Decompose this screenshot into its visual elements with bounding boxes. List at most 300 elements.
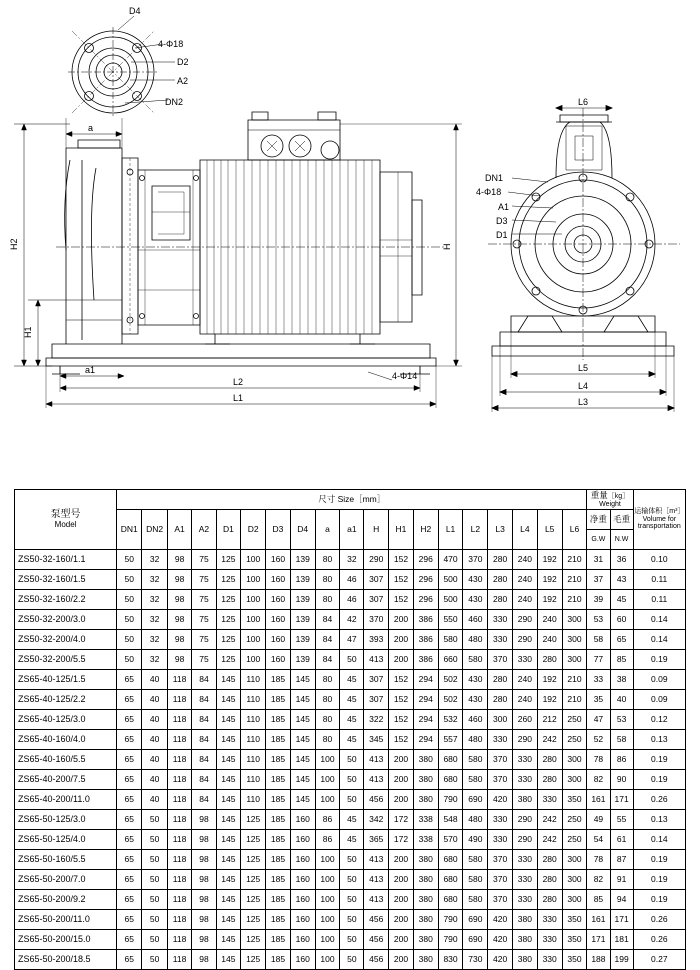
cell-dim: 32 [340, 550, 364, 570]
technical-drawing [0, 0, 700, 455]
cell-dim: 75 [192, 610, 216, 630]
cell-dim: 84 [192, 750, 216, 770]
cell-dim: 280 [537, 850, 562, 870]
cell-dim: 300 [562, 890, 587, 910]
header-col-a: a [315, 510, 340, 550]
cell-dim: 370 [488, 650, 513, 670]
label-d4: D4 [129, 6, 141, 16]
cell-dim: 145 [216, 770, 241, 790]
cell-dim: 46 [340, 590, 364, 610]
header-net-en: G.W [587, 530, 610, 550]
cell-dim: 365 [364, 830, 389, 850]
cell-dim: 500 [438, 570, 463, 590]
cell-dim: 185 [266, 750, 291, 770]
cell-dim: 145 [290, 730, 315, 750]
header-col-d4: D4 [290, 510, 315, 550]
table-row [15, 730, 686, 750]
cell-dim: 98 [192, 810, 216, 830]
label-dn2: DN2 [165, 97, 184, 107]
cell-dim: 456 [364, 790, 389, 810]
cell-dim: 690 [463, 910, 488, 930]
cell-model: ZS50-32-200/4.0 [15, 630, 117, 650]
cell-dim: 152 [389, 690, 414, 710]
cell-model: ZS50-32-160/2.2 [15, 590, 117, 610]
cell-dim: 200 [389, 890, 414, 910]
label-holes-flange: 4-Φ18 [158, 39, 184, 49]
cell-net-weight: 49 [587, 810, 610, 830]
cell-volume: 0.11 [633, 570, 685, 590]
cell-dim: 118 [167, 670, 192, 690]
cell-dim: 330 [537, 910, 562, 930]
cell-dim: 296 [413, 550, 438, 570]
cell-dim: 380 [513, 910, 538, 930]
cell-dim: 98 [192, 850, 216, 870]
cell-net-weight: 37 [587, 570, 610, 590]
cell-gross-weight: 86 [610, 750, 633, 770]
cell-gross-weight: 38 [610, 670, 633, 690]
cell-dim: 75 [192, 550, 216, 570]
cell-dim: 145 [216, 870, 241, 890]
cell-dim: 200 [389, 630, 414, 650]
cell-dim: 210 [562, 670, 587, 690]
cell-dim: 380 [413, 790, 438, 810]
cell-dim: 210 [562, 570, 587, 590]
cell-dim: 65 [117, 810, 142, 830]
header-volume [633, 490, 685, 550]
cell-dim: 118 [167, 710, 192, 730]
header-volume-en: Volume for [642, 515, 677, 523]
cell-dim: 145 [216, 690, 241, 710]
cell-dim: 45 [340, 730, 364, 750]
cell-dim: 152 [389, 710, 414, 730]
cell-dim: 110 [241, 770, 266, 790]
cell-dim: 125 [241, 910, 266, 930]
cell-dim: 345 [364, 730, 389, 750]
cell-dim: 242 [537, 830, 562, 850]
cell-dim: 65 [117, 830, 142, 850]
table-row [15, 930, 686, 950]
cell-model: ZS50-32-160/1.1 [15, 550, 117, 570]
header-weight-cn: 重量［kg］ [590, 490, 630, 501]
label-a2: A2 [177, 76, 189, 86]
cell-model: ZS65-50-200/9.2 [15, 890, 117, 910]
cell-dim: 380 [513, 930, 538, 950]
header-net-weight [587, 510, 610, 530]
cell-model: ZS65-50-200/18.5 [15, 950, 117, 970]
header-weight [587, 490, 633, 510]
cell-volume: 0.09 [633, 690, 685, 710]
cell-volume: 0.10 [633, 550, 685, 570]
cell-dim: 45 [340, 690, 364, 710]
cell-dim: 413 [364, 890, 389, 910]
cell-dim: 185 [266, 910, 291, 930]
cell-dim: 86 [315, 830, 340, 850]
header-col-h1: H1 [389, 510, 414, 550]
cell-gross-weight: 45 [610, 590, 633, 610]
cell-dim: 242 [537, 730, 562, 750]
cell-dim: 200 [389, 870, 414, 890]
cell-volume: 0.14 [633, 830, 685, 850]
cell-dim: 45 [340, 710, 364, 730]
cell-dim: 330 [488, 810, 513, 830]
cell-dim: 110 [241, 710, 266, 730]
cell-dim: 200 [389, 850, 414, 870]
cell-dim: 380 [413, 870, 438, 890]
cell-model: ZS65-50-200/11.0 [15, 910, 117, 930]
cell-dim: 125 [216, 630, 241, 650]
cell-model: ZS65-40-200/7.5 [15, 770, 117, 790]
cell-volume: 0.09 [633, 670, 685, 690]
label-d3: D3 [496, 216, 508, 226]
cell-gross-weight: 58 [610, 730, 633, 750]
label-l1: L1 [233, 393, 244, 403]
cell-dim: 145 [216, 910, 241, 930]
cell-dim: 100 [315, 910, 340, 930]
cell-dim: 172 [389, 830, 414, 850]
cell-dim: 185 [266, 710, 291, 730]
cell-dim: 185 [266, 730, 291, 750]
cell-dim: 40 [142, 730, 167, 750]
cell-dim: 370 [364, 610, 389, 630]
cell-dim: 125 [241, 810, 266, 830]
pump-drawing-svg [0, 0, 700, 460]
cell-dim: 80 [315, 710, 340, 730]
cell-dim: 300 [562, 770, 587, 790]
label-a1: a1 [85, 365, 96, 375]
cell-dim: 290 [364, 550, 389, 570]
table-row [15, 630, 686, 650]
cell-gross-weight: 36 [610, 550, 633, 570]
table-row [15, 810, 686, 830]
header-col-d2: D2 [241, 510, 266, 550]
cell-volume: 0.11 [633, 590, 685, 610]
cell-dim: 250 [562, 710, 587, 730]
cell-dim: 50 [340, 770, 364, 790]
cell-dim: 100 [315, 750, 340, 770]
cell-dim: 65 [117, 770, 142, 790]
header-col-dn1: DN1 [117, 510, 142, 550]
cell-dim: 125 [241, 930, 266, 950]
cell-volume: 0.19 [633, 770, 685, 790]
cell-dim: 200 [389, 770, 414, 790]
cell-dim: 300 [562, 610, 587, 630]
cell-dim: 75 [192, 590, 216, 610]
header-col-l6: L6 [562, 510, 587, 550]
cell-dim: 160 [290, 890, 315, 910]
cell-dim: 110 [241, 730, 266, 750]
cell-dim: 570 [438, 830, 463, 850]
cell-dim: 322 [364, 710, 389, 730]
cell-dim: 370 [488, 870, 513, 890]
cell-dim: 125 [241, 890, 266, 910]
cell-dim: 790 [438, 790, 463, 810]
cell-dim: 172 [389, 810, 414, 830]
cell-dim: 152 [389, 570, 414, 590]
header-col-d3: D3 [266, 510, 291, 550]
cell-dim: 413 [364, 650, 389, 670]
cell-dim: 65 [117, 850, 142, 870]
cell-dim: 152 [389, 590, 414, 610]
cell-dim: 690 [463, 790, 488, 810]
cell-gross-weight: 61 [610, 830, 633, 850]
cell-dim: 98 [167, 610, 192, 630]
cell-dim: 430 [463, 570, 488, 590]
cell-volume: 0.27 [633, 950, 685, 970]
cell-dim: 125 [241, 830, 266, 850]
cell-dim: 380 [513, 950, 538, 970]
cell-dim: 145 [290, 790, 315, 810]
cell-dim: 330 [513, 650, 538, 670]
cell-dim: 145 [290, 710, 315, 730]
cell-dim: 260 [513, 710, 538, 730]
cell-dim: 185 [266, 670, 291, 690]
cell-net-weight: 82 [587, 770, 610, 790]
table-row [15, 670, 686, 690]
cell-dim: 250 [562, 730, 587, 750]
cell-dim: 98 [167, 650, 192, 670]
cell-dim: 456 [364, 910, 389, 930]
cell-dim: 145 [216, 930, 241, 950]
cell-dim: 118 [167, 730, 192, 750]
cell-dim: 50 [142, 950, 167, 970]
cell-dim: 240 [513, 590, 538, 610]
cell-dim: 300 [562, 650, 587, 670]
header-size: 尺寸 Size［mm］ [117, 490, 587, 510]
cell-dim: 502 [438, 670, 463, 690]
header-volume-cn: 运输体积［m³］ [634, 508, 685, 516]
cell-volume: 0.13 [633, 730, 685, 750]
cell-dim: 330 [488, 610, 513, 630]
cell-dim: 290 [513, 730, 538, 750]
cell-dim: 152 [389, 670, 414, 690]
cell-dim: 50 [117, 610, 142, 630]
cell-dim: 32 [142, 650, 167, 670]
cell-dim: 118 [167, 770, 192, 790]
cell-dim: 296 [413, 590, 438, 610]
cell-dim: 338 [413, 830, 438, 850]
cell-gross-weight: 85 [610, 650, 633, 670]
cell-volume: 0.14 [633, 610, 685, 630]
cell-net-weight: 78 [587, 750, 610, 770]
cell-dim: 125 [216, 650, 241, 670]
cell-dim: 192 [537, 550, 562, 570]
label-l6: L6 [578, 97, 589, 107]
cell-dim: 50 [142, 810, 167, 830]
cell-dim: 160 [266, 590, 291, 610]
cell-dim: 65 [117, 670, 142, 690]
cell-dim: 386 [413, 610, 438, 630]
cell-dim: 280 [537, 750, 562, 770]
cell-dim: 40 [142, 690, 167, 710]
cell-gross-weight: 87 [610, 850, 633, 870]
cell-dim: 185 [266, 790, 291, 810]
cell-dim: 690 [463, 930, 488, 950]
header-weight-en: Weight [599, 500, 621, 508]
cell-dim: 118 [167, 690, 192, 710]
cell-model: ZS65-40-160/5.5 [15, 750, 117, 770]
cell-dim: 50 [340, 930, 364, 950]
cell-dim: 480 [463, 630, 488, 650]
cell-model: ZS65-40-125/2.2 [15, 690, 117, 710]
cell-dim: 47 [340, 630, 364, 650]
cell-dim: 200 [389, 750, 414, 770]
cell-model: ZS50-32-160/1.5 [15, 570, 117, 590]
cell-dim: 280 [488, 550, 513, 570]
cell-gross-weight: 43 [610, 570, 633, 590]
cell-dim: 100 [315, 950, 340, 970]
cell-dim: 145 [290, 770, 315, 790]
cell-dim: 145 [290, 750, 315, 770]
cell-dim: 350 [562, 790, 587, 810]
cell-dim: 65 [117, 930, 142, 950]
cell-dim: 680 [438, 770, 463, 790]
cell-dim: 98 [167, 590, 192, 610]
cell-dim: 125 [241, 870, 266, 890]
cell-dim: 192 [537, 690, 562, 710]
cell-dim: 240 [513, 690, 538, 710]
cell-dim: 160 [290, 950, 315, 970]
cell-gross-weight: 171 [610, 910, 633, 930]
cell-dim: 240 [513, 670, 538, 690]
cell-dim: 50 [340, 870, 364, 890]
cell-dim: 118 [167, 910, 192, 930]
cell-dim: 50 [142, 930, 167, 950]
cell-gross-weight: 181 [610, 930, 633, 950]
cell-dim: 380 [413, 770, 438, 790]
cell-dim: 160 [290, 870, 315, 890]
cell-dim: 100 [315, 870, 340, 890]
cell-dim: 100 [315, 850, 340, 870]
cell-dim: 45 [340, 830, 364, 850]
cell-net-weight: 52 [587, 730, 610, 750]
cell-volume: 0.13 [633, 810, 685, 830]
table-row [15, 890, 686, 910]
cell-dim: 75 [192, 630, 216, 650]
cell-dim: 145 [216, 790, 241, 810]
cell-dim: 294 [413, 710, 438, 730]
cell-dim: 350 [562, 910, 587, 930]
cell-dim: 160 [290, 910, 315, 930]
cell-dim: 370 [488, 890, 513, 910]
table-row [15, 590, 686, 610]
cell-model: ZS65-50-125/4.0 [15, 830, 117, 850]
cell-dim: 456 [364, 950, 389, 970]
cell-dim: 240 [537, 630, 562, 650]
cell-net-weight: 54 [587, 830, 610, 850]
label-a: a [88, 123, 94, 133]
cell-dim: 145 [216, 830, 241, 850]
cell-net-weight: 82 [587, 870, 610, 890]
label-a1r: A1 [498, 202, 510, 212]
cell-dim: 125 [216, 550, 241, 570]
cell-dim: 290 [513, 610, 538, 630]
cell-dim: 100 [241, 630, 266, 650]
cell-dim: 145 [216, 950, 241, 970]
cell-dim: 380 [513, 790, 538, 810]
cell-dim: 160 [290, 810, 315, 830]
cell-net-weight: 39 [587, 590, 610, 610]
cell-dim: 139 [290, 610, 315, 630]
cell-dim: 580 [463, 750, 488, 770]
dimension-table [14, 489, 686, 970]
cell-dim: 118 [167, 930, 192, 950]
cell-dim: 342 [364, 810, 389, 830]
cell-dim: 84 [315, 650, 340, 670]
cell-dim: 80 [315, 690, 340, 710]
cell-dim: 580 [438, 630, 463, 650]
cell-dim: 192 [537, 590, 562, 610]
cell-dim: 580 [463, 770, 488, 790]
cell-dim: 50 [117, 650, 142, 670]
pump-side-view [46, 112, 444, 374]
header-col-l5: L5 [537, 510, 562, 550]
cell-dim: 32 [142, 550, 167, 570]
header-col-l4: L4 [513, 510, 538, 550]
table-row [15, 550, 686, 570]
cell-dim: 100 [315, 790, 340, 810]
header-gross-cn: 毛重 [613, 514, 631, 525]
cell-dim: 300 [562, 630, 587, 650]
cell-dim: 280 [488, 690, 513, 710]
cell-dim: 80 [315, 670, 340, 690]
cell-net-weight: 58 [587, 630, 610, 650]
cell-dim: 145 [216, 890, 241, 910]
cell-dim: 790 [438, 930, 463, 950]
cell-dim: 84 [315, 630, 340, 650]
label-l5: L5 [578, 363, 589, 373]
cell-dim: 790 [438, 910, 463, 930]
cell-dim: 84 [192, 790, 216, 810]
cell-dim: 200 [389, 910, 414, 930]
cell-dim: 40 [142, 710, 167, 730]
cell-dim: 280 [488, 590, 513, 610]
cell-dim: 110 [241, 790, 266, 810]
cell-dim: 152 [389, 550, 414, 570]
cell-dim: 185 [266, 810, 291, 830]
cell-gross-weight: 199 [610, 950, 633, 970]
cell-dim: 145 [216, 750, 241, 770]
cell-dim: 65 [117, 910, 142, 930]
cell-dim: 160 [290, 850, 315, 870]
label-d2: D2 [177, 57, 189, 67]
cell-dim: 307 [364, 670, 389, 690]
table-row [15, 570, 686, 590]
cell-dim: 430 [463, 670, 488, 690]
cell-dim: 330 [513, 890, 538, 910]
cell-gross-weight: 171 [610, 790, 633, 810]
cell-dim: 330 [537, 930, 562, 950]
table-row [15, 710, 686, 730]
cell-dim: 330 [513, 770, 538, 790]
header-volume-en2: transportation [637, 523, 681, 531]
cell-net-weight: 33 [587, 670, 610, 690]
cell-dim: 290 [513, 830, 538, 850]
cell-dim: 420 [488, 950, 513, 970]
header-model-en: Model [54, 519, 77, 529]
cell-dim: 830 [438, 950, 463, 970]
cell-dim: 532 [438, 710, 463, 730]
cell-dim: 32 [142, 570, 167, 590]
cell-dim: 420 [488, 910, 513, 930]
cell-dim: 280 [537, 870, 562, 890]
cell-dim: 32 [142, 590, 167, 610]
cell-dim: 240 [513, 550, 538, 570]
cell-dim: 50 [340, 650, 364, 670]
cell-dim: 420 [488, 930, 513, 950]
cell-dim: 50 [142, 870, 167, 890]
cell-dim: 380 [413, 910, 438, 930]
cell-dim: 98 [192, 950, 216, 970]
